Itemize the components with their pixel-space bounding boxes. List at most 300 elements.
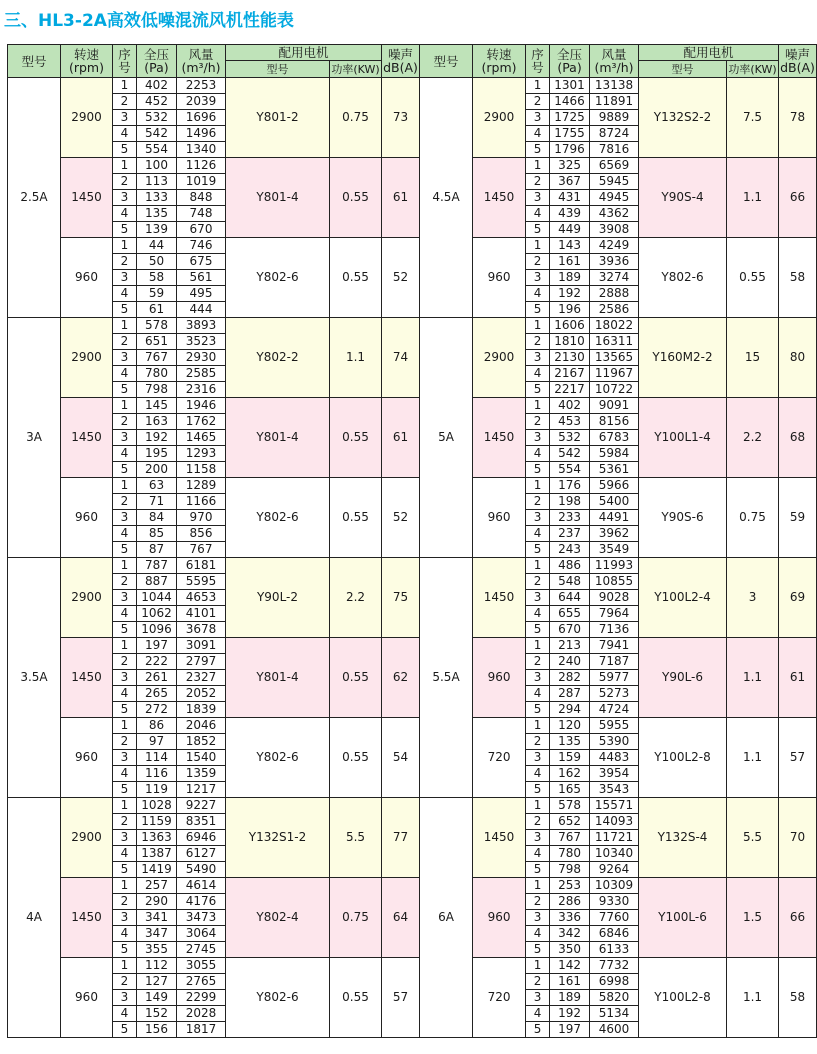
flow-cell: 9889 (590, 110, 639, 126)
flow-cell: 3064 (177, 926, 226, 942)
pressure-cell: 453 (550, 414, 590, 430)
flow-cell: 7732 (590, 958, 639, 974)
header-pressure (137, 45, 177, 78)
flow-cell: 3678 (177, 622, 226, 638)
noise-cell: 80 (779, 318, 817, 398)
rpm-cell: 1450 (473, 798, 526, 878)
flow-cell: 856 (177, 526, 226, 542)
header-pressure-unit: (Pa) (144, 60, 169, 75)
flow-cell: 9330 (590, 894, 639, 910)
seq-cell: 2 (526, 94, 550, 110)
pressure-cell: 59 (137, 286, 177, 302)
pressure-cell: 189 (550, 270, 590, 286)
seq-cell: 5 (526, 782, 550, 798)
pressure-cell: 887 (137, 574, 177, 590)
flow-cell: 10722 (590, 382, 639, 398)
flow-cell: 1340 (177, 142, 226, 158)
seq-cell: 1 (113, 878, 137, 894)
noise-cell: 75 (382, 558, 420, 638)
flow-cell: 7941 (590, 638, 639, 654)
motor-model-cell: Y802-6 (639, 238, 727, 318)
noise-cell: 74 (382, 318, 420, 398)
seq-cell: 4 (526, 846, 550, 862)
seq-cell: 4 (526, 1006, 550, 1022)
seq-cell: 3 (113, 270, 137, 286)
seq-cell: 5 (526, 702, 550, 718)
flow-cell: 3962 (590, 526, 639, 542)
pressure-cell: 652 (550, 814, 590, 830)
header-flow-unit-right: (m³/h) (594, 60, 634, 75)
seq-cell: 1 (526, 398, 550, 414)
seq-cell: 3 (113, 990, 137, 1006)
seq-cell: 4 (113, 526, 137, 542)
flow-cell: 4945 (590, 190, 639, 206)
flow-cell: 5595 (177, 574, 226, 590)
pressure-cell: 449 (550, 222, 590, 238)
rpm-cell: 960 (473, 638, 526, 718)
rpm-cell: 2900 (473, 318, 526, 398)
flow-cell: 3091 (177, 638, 226, 654)
header-seq: 序号 (113, 45, 137, 78)
power-cell: 0.55 (330, 478, 382, 558)
motor-model-cell: Y132S2-2 (639, 78, 727, 158)
noise-cell: 66 (779, 158, 817, 238)
flow-cell: 16311 (590, 334, 639, 350)
pressure-cell: 189 (550, 990, 590, 1006)
flow-cell: 5820 (590, 990, 639, 1006)
seq-cell: 1 (526, 958, 550, 974)
pressure-cell: 1159 (137, 814, 177, 830)
flow-cell: 3936 (590, 254, 639, 270)
rpm-cell: 2900 (473, 78, 526, 158)
seq-cell: 4 (113, 126, 137, 142)
seq-cell: 1 (113, 478, 137, 494)
seq-cell: 2 (526, 894, 550, 910)
seq-cell: 5 (113, 1022, 137, 1038)
rpm-cell: 1450 (473, 398, 526, 478)
flow-cell: 748 (177, 206, 226, 222)
flow-cell: 2797 (177, 654, 226, 670)
pressure-cell: 355 (137, 942, 177, 958)
pressure-cell: 294 (550, 702, 590, 718)
motor-model-cell: Y90L-2 (226, 558, 330, 638)
header-flow-unit: (m³/h) (181, 60, 221, 75)
flow-cell: 11993 (590, 558, 639, 574)
seq-cell: 3 (526, 510, 550, 526)
rpm-cell: 960 (473, 478, 526, 558)
seq-cell: 5 (113, 222, 137, 238)
seq-cell: 2 (113, 254, 137, 270)
seq-cell: 3 (113, 110, 137, 126)
flow-cell: 4600 (590, 1022, 639, 1038)
pressure-cell: 1606 (550, 318, 590, 334)
header-flow-right (590, 45, 639, 78)
pressure-cell: 196 (550, 302, 590, 318)
pressure-cell: 439 (550, 206, 590, 222)
motor-model-cell: Y801-4 (226, 638, 330, 718)
flow-cell: 5490 (177, 862, 226, 878)
pressure-cell: 1796 (550, 142, 590, 158)
pressure-cell: 156 (137, 1022, 177, 1038)
header-speed-label: 转速 (73, 47, 99, 62)
pressure-cell: 86 (137, 718, 177, 734)
rpm-cell: 720 (473, 718, 526, 798)
pressure-cell: 1301 (550, 78, 590, 94)
motor-model-cell: Y100L2-8 (639, 718, 727, 798)
seq-cell: 5 (113, 702, 137, 718)
flow-cell: 10340 (590, 846, 639, 862)
flow-cell: 2327 (177, 670, 226, 686)
flow-cell: 11967 (590, 366, 639, 382)
power-cell: 3 (727, 558, 779, 638)
model-cell: 6A (420, 798, 473, 1038)
flow-cell: 848 (177, 190, 226, 206)
header-flow-label: 风量 (188, 47, 214, 62)
pressure-cell: 135 (550, 734, 590, 750)
pressure-cell: 243 (550, 542, 590, 558)
seq-cell: 3 (526, 270, 550, 286)
seq-cell: 3 (526, 910, 550, 926)
header-noise (382, 45, 420, 78)
flow-cell: 970 (177, 510, 226, 526)
power-cell: 0.55 (727, 238, 779, 318)
seq-cell: 2 (113, 974, 137, 990)
header-noise-unit: dB(A) (383, 60, 418, 75)
pressure-cell: 162 (550, 766, 590, 782)
seq-cell: 4 (526, 766, 550, 782)
seq-cell: 5 (113, 382, 137, 398)
flow-cell: 6946 (177, 830, 226, 846)
table-row (8, 318, 817, 334)
noise-cell: 61 (382, 158, 420, 238)
seq-cell: 4 (113, 1006, 137, 1022)
header-pressure-label: 全压 (143, 47, 169, 62)
noise-cell: 57 (382, 958, 420, 1038)
header-row (8, 45, 817, 61)
seq-cell: 2 (113, 174, 137, 190)
power-cell: 2.2 (330, 558, 382, 638)
flow-cell: 4362 (590, 206, 639, 222)
pressure-cell: 112 (137, 958, 177, 974)
seq-cell: 1 (526, 318, 550, 334)
flow-cell: 2745 (177, 942, 226, 958)
motor-model-cell: Y100L2-8 (639, 958, 727, 1038)
power-cell: 0.55 (330, 398, 382, 478)
pressure-cell: 163 (137, 414, 177, 430)
pressure-cell: 1755 (550, 126, 590, 142)
flow-cell: 1166 (177, 494, 226, 510)
rpm-cell: 2900 (61, 78, 113, 158)
header-speed-right (473, 45, 526, 78)
pressure-cell: 1096 (137, 622, 177, 638)
table-row (8, 878, 817, 894)
seq-cell: 3 (526, 990, 550, 1006)
seq-cell: 5 (113, 622, 137, 638)
flow-cell: 4483 (590, 750, 639, 766)
seq-cell: 2 (526, 334, 550, 350)
pressure-cell: 114 (137, 750, 177, 766)
pressure-cell: 133 (137, 190, 177, 206)
pressure-cell: 2130 (550, 350, 590, 366)
power-cell: 1.1 (727, 158, 779, 238)
flow-cell: 13565 (590, 350, 639, 366)
rpm-cell: 1450 (473, 158, 526, 238)
flow-cell: 1496 (177, 126, 226, 142)
flow-cell: 9264 (590, 862, 639, 878)
pressure-cell: 644 (550, 590, 590, 606)
rpm-cell: 960 (61, 478, 113, 558)
power-cell: 7.5 (727, 78, 779, 158)
motor-model-cell: Y802-4 (226, 878, 330, 958)
flow-cell: 1126 (177, 158, 226, 174)
seq-cell: 1 (526, 798, 550, 814)
header-speed-unit-right: (rpm) (481, 60, 517, 75)
pressure-cell: 780 (550, 846, 590, 862)
noise-cell: 61 (382, 398, 420, 478)
flow-cell: 5273 (590, 686, 639, 702)
flow-cell: 5361 (590, 462, 639, 478)
flow-cell: 10855 (590, 574, 639, 590)
seq-cell: 5 (526, 1022, 550, 1038)
noise-cell: 69 (779, 558, 817, 638)
seq-cell: 3 (526, 750, 550, 766)
seq-cell: 4 (526, 526, 550, 542)
motor-model-cell: Y132S-4 (639, 798, 727, 878)
pressure-cell: 195 (137, 446, 177, 462)
header-motor-right: 配用电机 (639, 45, 779, 61)
pressure-cell: 1466 (550, 94, 590, 110)
seq-cell: 1 (113, 398, 137, 414)
flow-cell: 444 (177, 302, 226, 318)
seq-cell: 2 (113, 654, 137, 670)
pressure-cell: 287 (550, 686, 590, 702)
pressure-cell: 142 (550, 958, 590, 974)
header-motor-model-right: 型号 (639, 61, 727, 78)
pressure-cell: 44 (137, 238, 177, 254)
flow-cell: 4491 (590, 510, 639, 526)
pressure-cell: 767 (137, 350, 177, 366)
power-cell: 1.1 (330, 318, 382, 398)
flow-cell: 5400 (590, 494, 639, 510)
pressure-cell: 197 (550, 1022, 590, 1038)
seq-cell: 3 (113, 350, 137, 366)
seq-cell: 2 (526, 494, 550, 510)
header-speed (61, 45, 113, 78)
flow-cell: 6569 (590, 158, 639, 174)
model-cell: 2.5A (8, 78, 61, 318)
pressure-cell: 149 (137, 990, 177, 1006)
pressure-cell: 84 (137, 510, 177, 526)
table-row (8, 958, 817, 974)
flow-cell: 3055 (177, 958, 226, 974)
pressure-cell: 192 (550, 1006, 590, 1022)
seq-cell: 4 (113, 606, 137, 622)
flow-cell: 3473 (177, 910, 226, 926)
seq-cell: 1 (526, 638, 550, 654)
seq-cell: 4 (526, 606, 550, 622)
rpm-cell: 1450 (61, 398, 113, 478)
motor-model-cell: Y801-2 (226, 78, 330, 158)
motor-model-cell: Y100L-6 (639, 878, 727, 958)
seq-cell: 1 (113, 158, 137, 174)
table-row (8, 638, 817, 654)
flow-cell: 11721 (590, 830, 639, 846)
motor-model-cell: Y90S-6 (639, 478, 727, 558)
seq-cell: 3 (526, 430, 550, 446)
seq-cell: 2 (526, 734, 550, 750)
header-speed-unit: (rpm) (68, 60, 104, 75)
motor-model-cell: Y802-6 (226, 958, 330, 1038)
power-cell: 0.55 (330, 238, 382, 318)
pressure-cell: 61 (137, 302, 177, 318)
seq-cell: 3 (113, 830, 137, 846)
seq-cell: 1 (526, 238, 550, 254)
rpm-cell: 960 (61, 238, 113, 318)
noise-cell: 58 (779, 958, 817, 1038)
flow-cell: 746 (177, 238, 226, 254)
pressure-cell: 135 (137, 206, 177, 222)
motor-model-cell: Y90S-4 (639, 158, 727, 238)
motor-model-cell: Y802-6 (226, 238, 330, 318)
seq-cell: 4 (113, 926, 137, 942)
seq-cell: 5 (113, 142, 137, 158)
seq-cell: 4 (113, 206, 137, 222)
flow-cell: 11891 (590, 94, 639, 110)
flow-cell: 6133 (590, 942, 639, 958)
flow-cell: 7964 (590, 606, 639, 622)
header-seq-right: 序号 (526, 45, 550, 78)
pressure-cell: 253 (550, 878, 590, 894)
flow-cell: 2028 (177, 1006, 226, 1022)
pressure-cell: 50 (137, 254, 177, 270)
header-motor: 配用电机 (226, 45, 382, 61)
flow-cell: 495 (177, 286, 226, 302)
flow-cell: 4101 (177, 606, 226, 622)
pressure-cell: 1363 (137, 830, 177, 846)
pressure-cell: 578 (137, 318, 177, 334)
seq-cell: 1 (526, 478, 550, 494)
seq-cell: 1 (526, 158, 550, 174)
flow-cell: 1540 (177, 750, 226, 766)
pressure-cell: 336 (550, 910, 590, 926)
pressure-cell: 261 (137, 670, 177, 686)
motor-model-cell: Y801-4 (226, 158, 330, 238)
pressure-cell: 161 (550, 254, 590, 270)
pressure-cell: 87 (137, 542, 177, 558)
flow-cell: 1465 (177, 430, 226, 446)
flow-cell: 6181 (177, 558, 226, 574)
motor-model-cell: Y90L-6 (639, 638, 727, 718)
flow-cell: 3274 (590, 270, 639, 286)
seq-cell: 5 (526, 142, 550, 158)
header-pressure-label-right: 全压 (557, 47, 583, 62)
flow-cell: 14093 (590, 814, 639, 830)
flow-cell: 1696 (177, 110, 226, 126)
model-cell: 4.5A (420, 78, 473, 318)
seq-cell: 3 (526, 350, 550, 366)
seq-cell: 1 (526, 78, 550, 94)
pressure-cell: 143 (550, 238, 590, 254)
noise-cell: 62 (382, 638, 420, 718)
pressure-cell: 192 (550, 286, 590, 302)
flow-cell: 4176 (177, 894, 226, 910)
seq-cell: 3 (113, 670, 137, 686)
flow-cell: 7187 (590, 654, 639, 670)
seq-cell: 2 (113, 334, 137, 350)
seq-cell: 2 (526, 974, 550, 990)
flow-cell: 7816 (590, 142, 639, 158)
pressure-cell: 1419 (137, 862, 177, 878)
motor-model-cell: Y160M2-2 (639, 318, 727, 398)
seq-cell: 1 (526, 878, 550, 894)
rpm-cell: 2900 (61, 558, 113, 638)
noise-cell: 54 (382, 718, 420, 798)
seq-cell: 2 (526, 174, 550, 190)
pressure-cell: 222 (137, 654, 177, 670)
power-cell: 15 (727, 318, 779, 398)
seq-cell: 2 (113, 94, 137, 110)
seq-cell: 4 (526, 686, 550, 702)
seq-cell: 1 (113, 798, 137, 814)
pressure-cell: 350 (550, 942, 590, 958)
power-cell: 1.1 (727, 958, 779, 1038)
pressure-cell: 286 (550, 894, 590, 910)
motor-model-cell: Y100L1-4 (639, 398, 727, 478)
pressure-cell: 554 (550, 462, 590, 478)
seq-cell: 5 (113, 462, 137, 478)
pressure-cell: 272 (137, 702, 177, 718)
noise-cell: 64 (382, 878, 420, 958)
rpm-cell: 2900 (61, 798, 113, 878)
flow-cell: 3549 (590, 542, 639, 558)
pressure-cell: 542 (137, 126, 177, 142)
power-cell: 1.1 (727, 718, 779, 798)
table-row (8, 558, 817, 574)
noise-cell: 61 (779, 638, 817, 718)
seq-cell: 5 (113, 862, 137, 878)
power-cell: 0.75 (330, 878, 382, 958)
power-cell: 1.5 (727, 878, 779, 958)
noise-cell: 57 (779, 718, 817, 798)
pressure-cell: 139 (137, 222, 177, 238)
flow-cell: 5945 (590, 174, 639, 190)
pressure-cell: 402 (550, 398, 590, 414)
pressure-cell: 120 (550, 718, 590, 734)
motor-model-cell: Y802-2 (226, 318, 330, 398)
pressure-cell: 192 (137, 430, 177, 446)
seq-cell: 2 (113, 574, 137, 590)
motor-model-cell: Y802-6 (226, 478, 330, 558)
pressure-cell: 655 (550, 606, 590, 622)
flow-cell: 3954 (590, 766, 639, 782)
pressure-cell: 145 (137, 398, 177, 414)
pressure-cell: 240 (550, 654, 590, 670)
flow-cell: 6846 (590, 926, 639, 942)
rpm-cell: 2900 (61, 318, 113, 398)
pressure-cell: 341 (137, 910, 177, 926)
noise-cell: 70 (779, 798, 817, 878)
header-noise-label-right: 噪声 (785, 47, 811, 62)
pressure-cell: 161 (550, 974, 590, 990)
seq-cell: 2 (526, 574, 550, 590)
pressure-cell: 787 (137, 558, 177, 574)
pressure-cell: 542 (550, 446, 590, 462)
pressure-cell: 198 (550, 494, 590, 510)
seq-cell: 4 (113, 766, 137, 782)
seq-cell: 3 (113, 510, 137, 526)
header-model-right: 型号 (420, 45, 473, 78)
flow-cell: 4249 (590, 238, 639, 254)
